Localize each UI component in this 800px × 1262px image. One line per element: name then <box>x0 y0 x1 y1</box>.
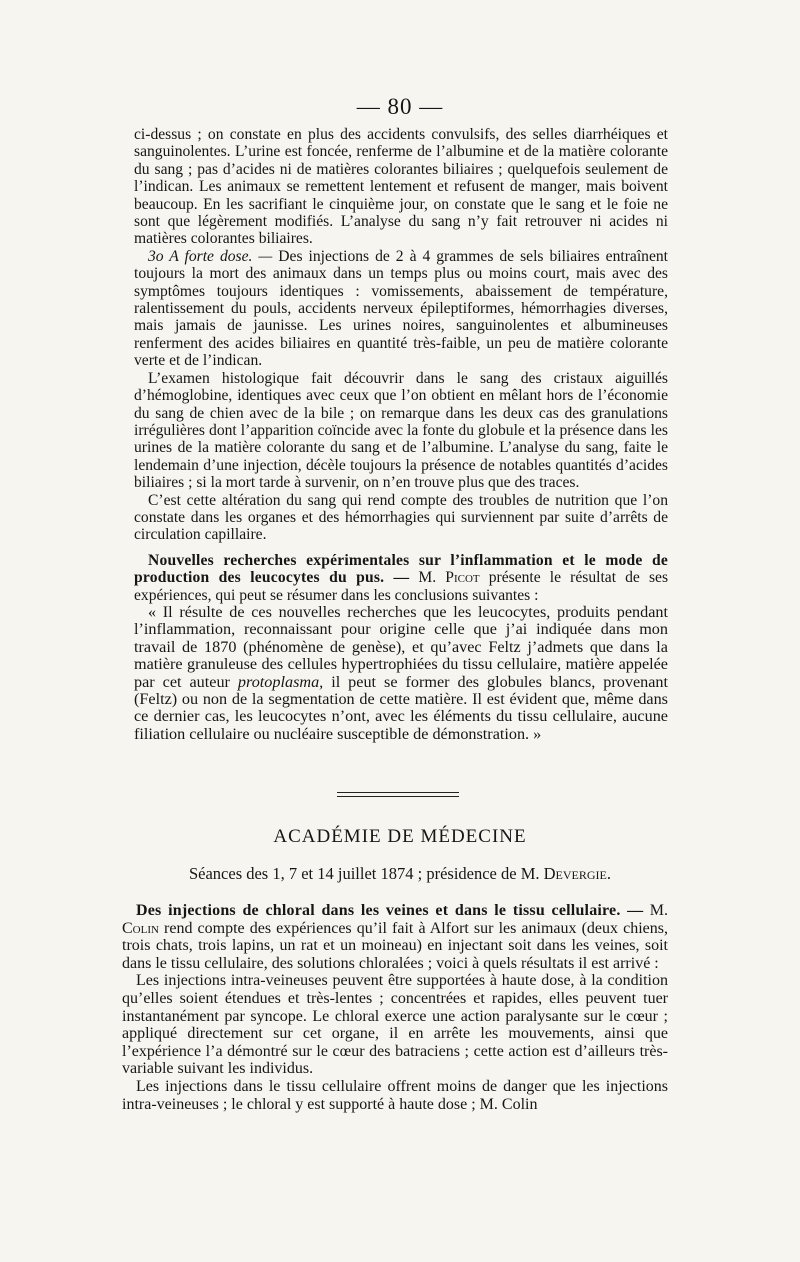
quote-picot <box>134 604 668 743</box>
president-name: Devergie. <box>543 864 612 883</box>
author-prefix: M. <box>409 569 446 587</box>
paragraph-picot <box>134 552 668 604</box>
quote-start: « Il résulte de ces nouvelles recherches que les leucocytes, produits pendant l’inflammation, reconnaissant pour origine celle que j’ai indiquée dans mon travail de 1870 (phénomène de genèse), et qu’avec Feltz j’admets que dans la matière granuleuse des cellules hypertrophiées du tissu cellulaire, matière appelée par cet auteur <box>134 602 668 691</box>
colin-intro: rend compte des expériences qu’il fait à Alfort sur les animaux (deux chiens, trois chats, trois lapins, un rat et un moineau) en injectant soit dans les veines, soit dans le tissu cellulaire, des solutions chloralées ; voici à quels résultats il est arrivé : <box>122 919 668 972</box>
author-prefix-colin: M. <box>643 902 668 919</box>
academie-title: ACADÉMIE DE MÉDECINE <box>273 826 527 847</box>
main-column <box>134 126 668 743</box>
author-colin: Colin <box>122 919 159 937</box>
paragraph-continuation: ci-dessus ; on constate en plus des accidents convulsifs, des selles diarrhéiques et sanguinolentes. L’urine est foncée, renferme de l’albumine et de la matière colorante du sang ; pas d’acides ni de matières colorantes biliaires ; quelquefois seulement de l’indican. Les animaux se remettent lentement et refusent de manger, mais boivent beaucoup. En les sacrifiant le cinquième jour, on constate que le sang et le foie ne sont que légèrement modifiés. L’analyse du sang n’y fait retrouver ni acides ni matières colorantes biliaires. <box>134 126 668 248</box>
p3-start: Les injections dans le tissu cellulaire offrent moins de danger que les injections intra-veineuses ; le chloral y est supporté à haute dose ; M. <box>122 1077 668 1113</box>
chloral-column <box>122 902 668 1113</box>
dose-label: 3o A forte dose. — <box>148 247 273 265</box>
section-heading-chloral: Des injections de chloral dans les veines et dans le tissu cellulaire. — <box>136 902 644 919</box>
page-number: — 80 — <box>356 94 444 119</box>
paragraph-tissu-cellulaire <box>122 1078 668 1113</box>
section-divider <box>337 792 459 797</box>
seances-line <box>0 864 800 884</box>
paragraph-conclusion: C’est cette altération du sang qui rend compte des troubles de nutrition que l’on constate dans les organes et des hémorrhagies qui surviennent par suite d’arrêts de circulation capillaire. <box>134 491 668 544</box>
paragraph-examen: L’examen histologique fait découvrir dans le sang des cristaux aiguillés d’hémoglobine, identiques avec ceux que l’on obtient en mêlant hors de l’économie du sang de chien avec de la bile ; on remarque dans les deux cas des granulations irrégulières dont l’apparition coïncide avec la fonte du globule et la présence dans les urines de la matière colorante du sang et de l’albumine. L’analyse du sang, faite le lendemain d’une injection, décèle toujours la présence de notables quantités d’acides biliaires ; si la mort tarde à survenir, on n’en trouve plus que des traces. <box>134 369 668 492</box>
paragraph-intraveineuses: Les injections intra-veineuses peuvent être supportées à haute dose, à la condition qu’elles soient étendues et très-lentes ; concentrées et rapides, elles peuvent tuer instantanément par syncope. Le chloral exerce une action paralysante sur le cœur ; appliqué directement sur cet organe, il en arrête les mouvements, ainsi que l’expérience l’a démontré sur le cœur des batraciens ; cette action est d’ailleurs très-variable suivant les individus. <box>122 972 668 1078</box>
quote-italic: protoplasma, <box>237 672 324 691</box>
quote-end: il peut se former des globules blancs, provenant (Feltz) ou non de la segmentation de cette matière. Il est évident que, même dans ce dernier cas, les leucocytes n’ont, avec les éléments du tissu cellulaire, aucune filiation cellulaire ou nucléaire susceptible de démonstration. » <box>134 672 668 743</box>
section-heading-inflammation: Nouvelles recherches expérimentales sur l’inflammation et le mode de production des leucocytes du pus. — <box>134 551 668 587</box>
picot-intro: présente le résultat de ses expériences, qui peut se résumer dans les conclusions suivantes : <box>134 569 669 604</box>
dose-text: Des injections de 2 à 4 grammes de sels biliaires entraînent toujours la mort des animaux dans un temps plus ou moins court, mais avec des symptômes toujours identiques : vomissements, abaissement de température, ralentissement du pouls, accidents nerveux épileptiformes, hémorrhagies diverses, mais jamais de jaunisse. Les urines noires, sanguinolentes et albumineuses renferment des acides biliaires en quantité très-faible, un peu de matière colorante verte et de l’indican. <box>134 247 669 370</box>
paragraph-colin <box>122 902 668 972</box>
p3-author: Colin <box>501 1095 538 1113</box>
paragraph-forte-dose <box>134 248 668 370</box>
seances-prefix: Séances des 1, 7 et 14 juillet 1874 ; présidence de M. <box>188 864 544 883</box>
author-picot: Picot <box>445 569 480 587</box>
